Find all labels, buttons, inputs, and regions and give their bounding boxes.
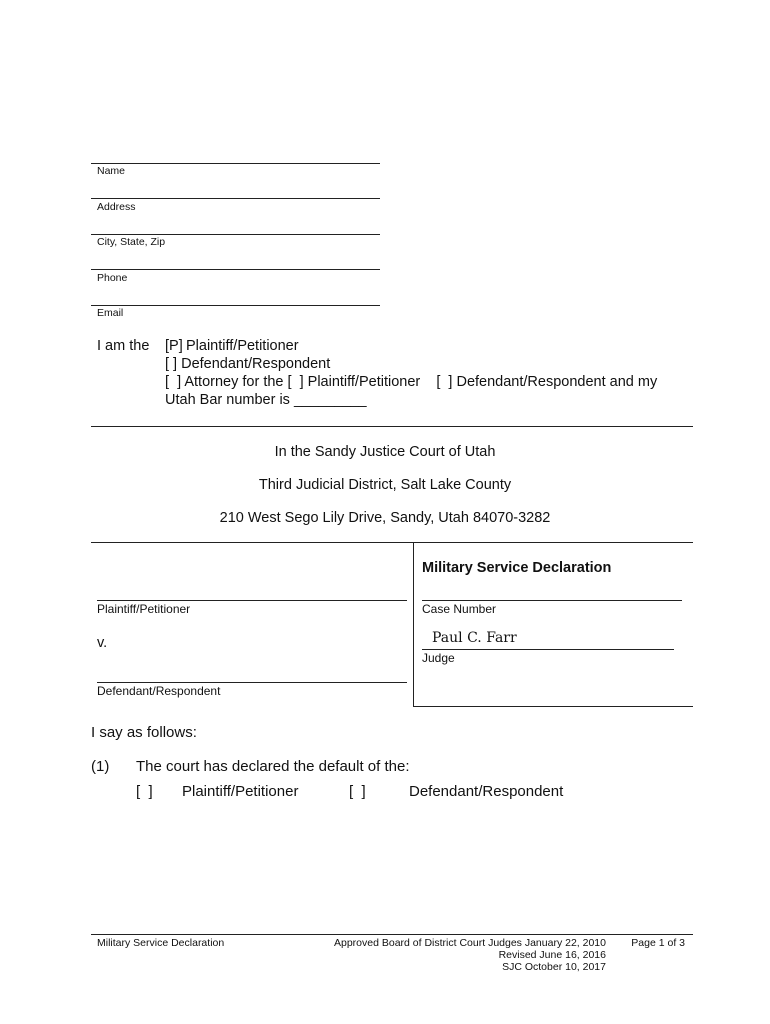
document-title: Military Service Declaration bbox=[422, 560, 612, 576]
section-divider bbox=[91, 426, 693, 427]
email-label: Email bbox=[97, 307, 124, 319]
option-plaintiff-checkbox[interactable]: [ ] bbox=[136, 783, 153, 800]
caption-bottom-rule bbox=[413, 706, 693, 707]
judge-label: Judge bbox=[422, 651, 455, 665]
phone-label: Phone bbox=[97, 272, 128, 284]
footer-rule bbox=[91, 934, 693, 935]
city-state-zip-label: City, State, Zip bbox=[97, 236, 166, 248]
court-address: 210 West Sego Lily Drive, Sandy, Utah 84070-3282 bbox=[219, 510, 551, 526]
footer-sjc: SJC October 10, 2017 bbox=[502, 961, 606, 973]
role-intro: I am the bbox=[97, 338, 150, 354]
judge-line[interactable] bbox=[422, 649, 674, 650]
option-plaintiff-label: Plaintiff/Petitioner bbox=[182, 783, 299, 800]
option-defendant-checkbox[interactable]: [ ] bbox=[349, 783, 366, 800]
role-attorney-option[interactable]: [ ] Attorney for the [ ] Plaintiff/Petitioner [ ] Defendant/Respondent and my bbox=[165, 374, 658, 390]
footer-title: Military Service Declaration bbox=[97, 937, 225, 949]
caption-divider bbox=[413, 542, 414, 706]
case-number-label: Case Number bbox=[422, 602, 497, 616]
caption-defendant-label: Defendant/Respondent bbox=[97, 684, 221, 698]
court-district: Third Judicial District, Salt Lake County bbox=[258, 477, 512, 493]
role-defendant-option[interactable]: [ ] Defendant/Respondent bbox=[165, 356, 331, 372]
city-state-zip-line[interactable] bbox=[91, 234, 380, 235]
court-name: In the Sandy Justice Court of Utah bbox=[274, 444, 496, 460]
plaintiff-name-line[interactable] bbox=[97, 600, 407, 601]
caption-top-rule bbox=[91, 542, 693, 543]
defendant-name-line[interactable] bbox=[97, 682, 407, 683]
role-bar-number[interactable]: Utah Bar number is _________ bbox=[165, 392, 367, 408]
option-defendant-label: Defendant/Respondent bbox=[409, 783, 564, 800]
caption-plaintiff-label: Plaintiff/Petitioner bbox=[97, 602, 191, 616]
email-line[interactable] bbox=[91, 305, 380, 306]
item-text: The court has declared the default of the: bbox=[136, 758, 410, 775]
item-number: (1) bbox=[91, 758, 110, 775]
phone-line[interactable] bbox=[91, 269, 380, 270]
role-plaintiff-label: Plaintiff/Petitioner bbox=[186, 338, 299, 354]
footer-approved: Approved Board of District Court Judges January 22, 2010 bbox=[334, 937, 606, 949]
judge-name: Paul C. Farr bbox=[432, 630, 517, 646]
role-plaintiff-checkbox[interactable]: [P] bbox=[165, 338, 183, 354]
name-label: Name bbox=[97, 165, 126, 177]
address-line[interactable] bbox=[91, 198, 380, 199]
case-number-line[interactable] bbox=[422, 600, 682, 601]
footer-revised: Revised June 16, 2016 bbox=[498, 949, 606, 961]
address-label: Address bbox=[97, 201, 136, 213]
footer-page-number: Page 1 of 3 bbox=[631, 937, 685, 949]
statement-intro: I say as follows: bbox=[91, 724, 197, 741]
versus-text: v. bbox=[97, 635, 108, 651]
name-line[interactable] bbox=[91, 163, 380, 164]
